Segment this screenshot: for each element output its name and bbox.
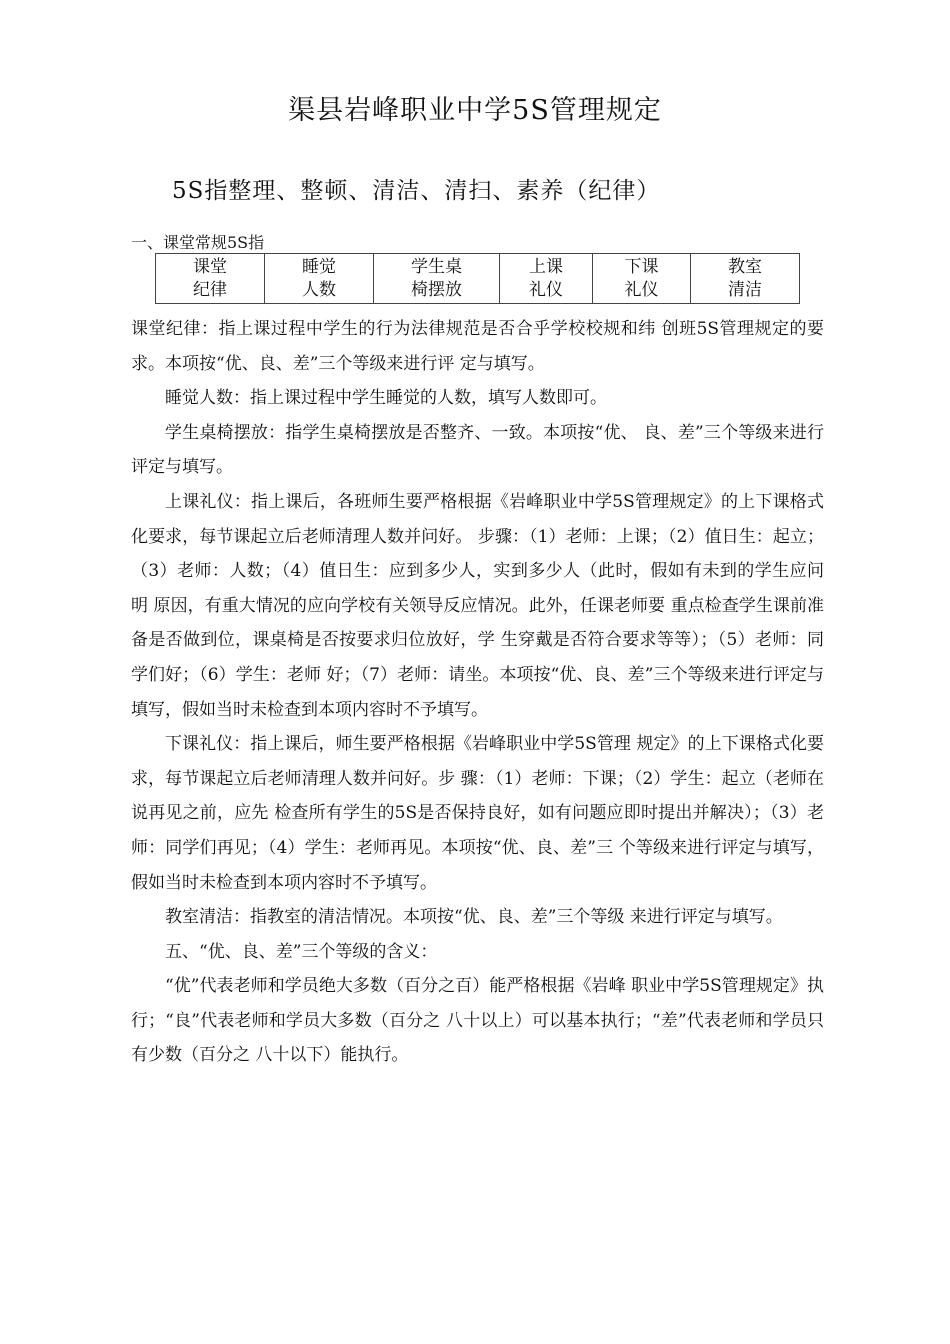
cell-line: 清洁 (728, 279, 762, 300)
table-row (156, 254, 800, 304)
section-heading: 一、课堂常规5S指 (131, 233, 265, 252)
table-cell-classroom-cleanliness (691, 254, 800, 304)
paragraph-class-end-etiquette: 下课礼仪：指上课后，师生要严格根据《岩峰职业中学5S管理 规定》的上下课格式化要求，每节课起立后老师清理人数并问好。步 骤：（1）老师：下课；（2）学生：起立（老师在说再见之前，应先 检查所有学生的5S是否保持良好，如有问题应即时提出并解决）；（3）老师：同学们再见；（4）学生：老师再见。本项按“优、良、差”三 个等级来进行评定与填写，假如当时未检查到本项内容时不予填写。 (131, 734, 824, 893)
paragraph-classroom-discipline: 课堂纪律：指上课过程中学生的行为法律规范是否合乎学校校规和纬 创班5S管理规定的要求。本项按“优、良、差”三个等级来进行评 定与填写。 (131, 319, 824, 374)
cell-line: 上课 (529, 256, 563, 277)
table-cell-sleeping-count (265, 254, 374, 304)
cell-line: 礼仪 (529, 279, 563, 300)
cell-line: 礼仪 (624, 279, 659, 300)
paragraph-classroom-cleanliness: 教室清洁：指教室的清洁情况。本项按“优、良、差”三个等级 来进行评定与填写。 (165, 907, 783, 928)
table-cell-class-start-etiquette (500, 254, 593, 304)
classroom-5s-table (155, 253, 800, 304)
cell-line: 教室 (728, 256, 762, 277)
paragraph-grade-meaning: “优”代表老师和学员绝大多数（百分之百）能严格根据《岩峰 职业中学5S管理规定》执行；“良”代表老师和学员大多数（百分之 八十以上）可以基本执行；“差”代表老师和学员只有少数（百分之 八十以下）能执行。 (131, 976, 824, 1066)
paragraph-grade-heading: 五、“优、良、差”三个等级的含义： (165, 941, 438, 962)
cell-line: 睡觉 (302, 256, 336, 277)
document-title: 渠县岩峰职业中学5S管理规定 (288, 95, 662, 126)
paragraph-desk-arrangement: 学生桌椅摆放：指学生桌椅摆放是否整齐、一致。本项按“优、 良、差”三个等级来进行评定与填写。 (131, 422, 824, 478)
table-cell-class-end-etiquette (593, 254, 691, 304)
cell-line: 学生桌 (411, 256, 462, 277)
cell-line: 椅摆放 (411, 279, 462, 300)
table-cell-classroom-discipline (156, 254, 265, 304)
document-body (131, 312, 824, 1073)
paragraph-sleeping-count: 睡觉人数：指上课过程中学生睡觉的人数，填写人数即可。 (165, 388, 607, 409)
cell-line: 下课 (624, 256, 659, 277)
table-cell-desk-arrangement (374, 254, 500, 304)
cell-line: 纪律 (193, 279, 227, 300)
cell-line: 人数 (302, 279, 336, 300)
cell-line: 课堂 (193, 256, 227, 277)
paragraph-class-start-etiquette: 上课礼仪：指上课后，各班师生要严格根据《岩峰职业中学5S管理规定》的上下课格式化要求，每节课起立后老师清理人数并问好。 步骤：（1）老师：上课；（2）值日生：起立；（3）老师：人数；（4）值日生：应到多少人，实到多少人（此时，假如有未到的学生应问明 原因，有重大情况的应向学校有关领导反应情况。此外，任课老师要 重点检查学生课前准备是否做到位，课桌椅是否按要求归位放好，学 生穿戴是否符合要求等等）；（5）老师：同学们好；（6）学生：老师 好；（7）老师：请坐。本项按“优、良、差”三个等级来进行评定与 填写，假如当时未检查到本项内容时不予填写。 (131, 491, 824, 720)
document-subtitle: 5S指整理、整顿、清洁、清扫、素养（纪律） (172, 178, 661, 204)
